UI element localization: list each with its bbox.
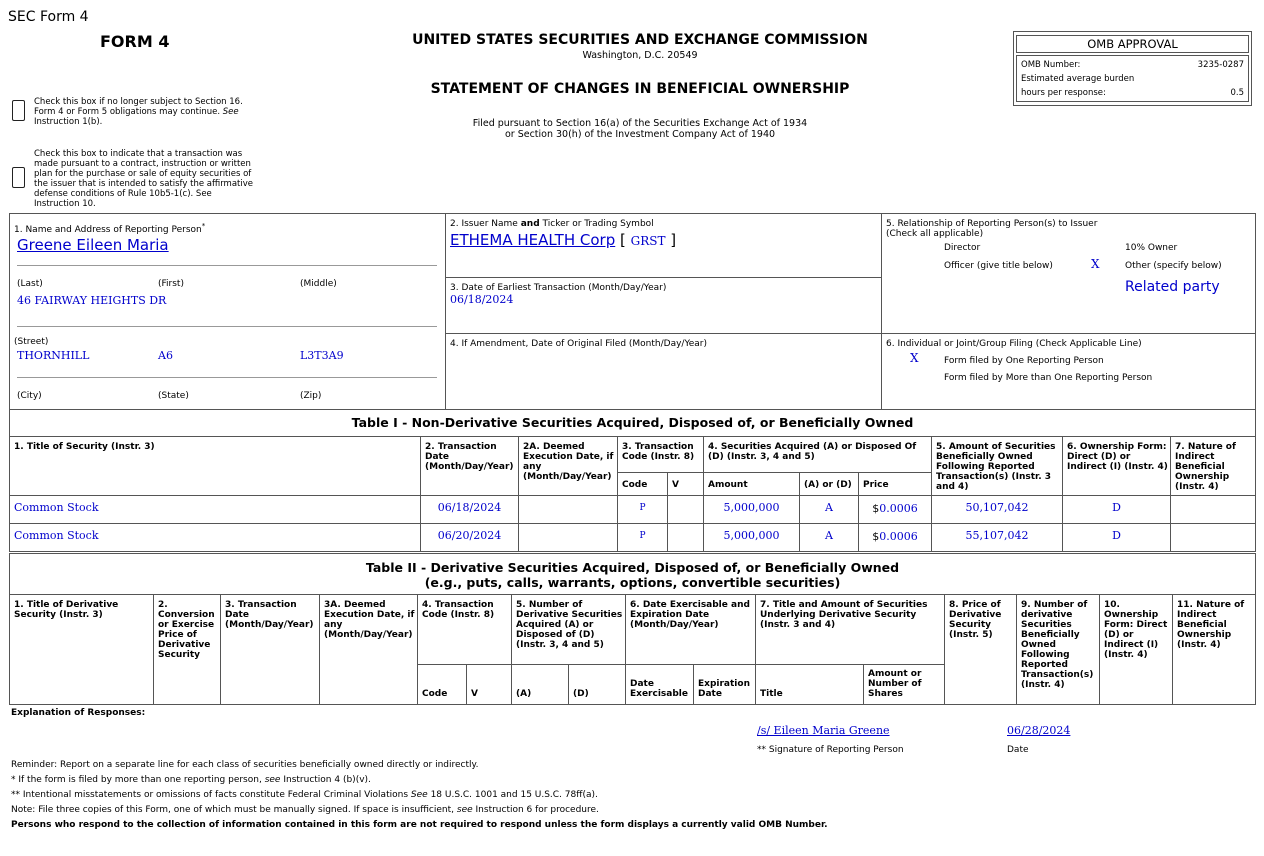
commission-city: Washington, D.C. 20549 <box>582 50 698 61</box>
section16-line1: Check this box if no longer subject to Section 16. <box>34 97 243 107</box>
rule10b5-checkbox[interactable] <box>12 167 25 188</box>
t2-h5: 5. Number of Derivative Securities Acquired (A) or Disposed of (D) (Instr. 3, 4 and 5) <box>516 600 623 650</box>
omb-approval-box <box>1013 31 1252 106</box>
filed-pursuant-line2: or Section 30(h) of the Investment Company Act of 1940 <box>504 129 776 140</box>
relationship-sublabel: (Check all applicable) <box>886 229 984 239</box>
t2-header-price <box>944 594 1017 705</box>
rule10b5-line1: Check this box to indicate that a transaction was <box>34 149 243 159</box>
t2-sub-amount-label: Amount or Number of Shares <box>868 669 922 699</box>
filing-label: 6. Individual or Joint/Group Filing (Check Applicable Line) <box>886 339 1142 349</box>
t1-header-deemed <box>518 436 618 496</box>
section16-line3: Instruction 1(b). <box>34 117 103 127</box>
t1-sub-amount <box>703 472 800 496</box>
issuer-line <box>450 231 676 249</box>
t1-row-code-cell <box>617 523 668 552</box>
t1-h1: 1. Title of Security (Instr. 3) <box>14 442 155 452</box>
t1-h4: 4. Securities Acquired (A) or Disposed Of (D) (Instr. 3, 4 and 5) <box>708 442 917 462</box>
t2-h11: 11. Nature of Indirect Beneficial Ownership (Instr. 4) <box>1177 600 1245 650</box>
t2-header-exercisable <box>625 594 756 665</box>
filing-one-person: Form filed by One Reporting Person <box>944 356 1104 366</box>
ticker-symbol: GRST <box>630 234 666 248</box>
rule10b5-line2: made pursuant to a contract, instruction or written <box>34 159 251 169</box>
earliest-date-box <box>445 277 882 334</box>
reporting-person-name[interactable]: Greene Eileen Maria <box>17 236 169 254</box>
t2-sub-code <box>417 664 467 705</box>
commission-name: UNITED STATES SECURITIES AND EXCHANGE COMMISSION <box>412 32 868 48</box>
note2-pre: ** Intentional misstatements or omissions of facts constitute Federal Criminal Violations <box>11 790 409 800</box>
t2-sub-exercisable-label: Date Exercisable <box>630 679 688 699</box>
t2-sub-title-label: Title <box>760 689 783 699</box>
t1-sub-v-label: V <box>672 480 679 490</box>
ten-percent-owner-label: 10% Owner <box>1125 243 1178 253</box>
earliest-date-value: 06/18/2024 <box>450 293 514 306</box>
t1-sub-code <box>617 472 668 496</box>
t1-row-date: 06/20/2024 <box>437 529 502 542</box>
t1-h6: 6. Ownership Form: Direct (D) or Indirect (I) (Instr. 4) <box>1067 442 1168 472</box>
t2-sub-amount <box>863 664 945 705</box>
zip-label: (Zip) <box>300 391 322 401</box>
t1-row-amount-cell <box>703 523 800 552</box>
reporting-person-star: * <box>201 222 206 230</box>
t2-header-owned <box>1016 594 1100 705</box>
t1-row-aord-cell <box>799 523 859 552</box>
table2-title <box>9 553 1256 595</box>
section16-see: See <box>222 107 239 117</box>
t2-header-nature <box>1172 594 1256 705</box>
statement-title: STATEMENT OF CHANGES IN BENEFICIAL OWNERSHIP <box>430 81 850 97</box>
t2-sub-expiration-label: Expiration Date <box>698 679 750 699</box>
t1-row-owned: 55,107,042 <box>965 529 1029 542</box>
t1-row-price: 0.0006 <box>879 502 918 515</box>
t2-sub-v <box>466 664 512 705</box>
note-copies <box>11 805 599 815</box>
t1-row-owned: 50,107,042 <box>965 501 1029 514</box>
t2-h3a: 3A. Deemed Execution Date, if any (Month/Day/Year) <box>324 600 415 640</box>
t1-row-form: D <box>1112 501 1121 514</box>
t1-row-nature-cell <box>1170 495 1256 524</box>
section16-checkbox[interactable] <box>12 100 25 121</box>
omb-approval-title: OMB APPROVAL <box>1016 35 1249 53</box>
last-label: (Last) <box>17 279 43 289</box>
t1-row-price-line <box>859 502 931 515</box>
relationship-label: 5. Relationship of Reporting Person(s) to Issuer <box>886 219 1098 229</box>
rule10b5-line6: Instruction 10. <box>34 199 96 209</box>
t2-h4: 4. Transaction Code (Instr. 8) <box>422 600 495 620</box>
ticker-bracket-open: [ <box>620 231 626 249</box>
t1-row-date-cell <box>420 495 519 524</box>
note-violations <box>11 790 598 800</box>
t2-header-number <box>511 594 626 665</box>
filing-box <box>881 333 1256 410</box>
other-label: Other (specify below) <box>1125 261 1222 271</box>
issuer-label-and: and <box>520 219 540 229</box>
t1-row-amount: 5,000,000 <box>723 529 780 542</box>
t1-h7: 7. Nature of Indirect Beneficial Ownership (Instr. 4) <box>1175 442 1236 492</box>
t1-row-aord: A <box>825 501 833 514</box>
zip-value: L3T3A9 <box>300 349 344 362</box>
t2-h10: 10. Ownership Form: Direct (D) or Indirect (I) (Instr. 4) <box>1104 600 1168 660</box>
note2-post: 18 U.S.C. 1001 and 15 U.S.C. 78ff(a). <box>430 790 598 800</box>
t1-row-code: P <box>639 503 646 513</box>
issuer-name[interactable]: ETHEMA HEALTH Corp <box>450 231 616 249</box>
note2-see: See <box>410 790 428 800</box>
other-check-mark: X <box>1091 257 1100 271</box>
t1-row-amount: 5,000,000 <box>723 501 780 514</box>
t2-header-form <box>1099 594 1173 705</box>
t1-row-title: Common Stock <box>14 529 99 542</box>
first-label: (First) <box>158 279 184 289</box>
other-title: Related party <box>1125 279 1220 295</box>
note3-post: Instruction 6 for procedure. <box>475 805 599 815</box>
section16-line2-text: Form 4 or Form 5 obligations may continue. <box>34 107 221 117</box>
t2-h9: 9. Number of derivative Securities Beneficially Owned Following Reported Transaction(s) (Instr. 4) <box>1021 600 1094 690</box>
rule10b5-line4: the issuer that is intended to satisfy the affirmative <box>34 179 253 189</box>
note1-see: see <box>264 775 281 785</box>
t1-header-acquired <box>703 436 932 473</box>
divider <box>17 326 437 327</box>
street-label: (Street) <box>14 337 49 347</box>
t1-row-date-cell <box>420 523 519 552</box>
t1-sub-code-label: Code <box>622 480 648 490</box>
section16-text <box>34 97 274 127</box>
amendment-label: 4. If Amendment, Date of Original Filed (Month/Day/Year) <box>450 339 708 349</box>
t1-row-amount-cell <box>703 495 800 524</box>
t1-h3: 3. Transaction Code (Instr. 8) <box>622 442 695 462</box>
t1-row-owned-cell <box>931 495 1063 524</box>
t1-header-owned <box>931 436 1063 496</box>
filing-more-persons: Form filed by More than One Reporting Person <box>944 373 1153 383</box>
t1-row-deemed-cell <box>518 495 618 524</box>
t2-header-conversion <box>153 594 221 705</box>
t1-row-price-cell <box>858 495 932 524</box>
amendment-box <box>445 333 882 410</box>
reminder-note: Reminder: Report on a separate line for each class of securities beneficially owned directly or indirectly. <box>11 760 479 770</box>
issuer-label <box>450 219 654 229</box>
t1-row-price: 0.0006 <box>879 530 918 543</box>
t1-row-dollar: $ <box>872 530 880 543</box>
ticker-bracket-close: ] <box>670 231 677 249</box>
state-value: A6 <box>158 349 173 362</box>
sec-form-label: SEC Form 4 <box>8 9 89 25</box>
table-row <box>9 523 421 552</box>
t1-row-form-cell <box>1062 495 1171 524</box>
t1-sub-aord-label: (A) or (D) <box>804 480 852 490</box>
table1-title: Table I - Non-Derivative Securities Acquired, Disposed of, or Beneficially Owned <box>9 409 1256 437</box>
note3-see: see <box>456 805 473 815</box>
signature-label: ** Signature of Reporting Person <box>757 745 904 755</box>
t1-row-v-cell <box>667 495 704 524</box>
note-multiple-persons <box>11 775 371 785</box>
date-label: Date <box>1007 745 1029 755</box>
t1-sub-price <box>858 472 932 496</box>
t2-header-title <box>9 594 154 705</box>
t1-row-code: P <box>639 531 646 541</box>
omb-details <box>1016 55 1249 102</box>
t1-header-date <box>420 436 519 496</box>
t1-row-date: 06/18/2024 <box>437 501 502 514</box>
t1-row-aord: A <box>825 529 833 542</box>
t2-sub-a <box>511 664 569 705</box>
rule10b5-text <box>34 149 284 209</box>
t1-header-nature <box>1170 436 1256 496</box>
t1-header-code <box>617 436 704 473</box>
table2-title-line1: Table II - Derivative Securities Acquired, Disposed of, or Beneficially Owned <box>365 560 900 575</box>
reporting-person-box <box>9 213 446 410</box>
t2-sub-exercisable <box>625 664 694 705</box>
t2-h8: 8. Price of Derivative Security (Instr. 5) <box>949 600 1002 640</box>
t1-row-nature-cell <box>1170 523 1256 552</box>
t1-sub-aord <box>799 472 859 496</box>
t2-h1: 1. Title of Derivative Security (Instr. 3) <box>14 600 119 620</box>
divider <box>17 265 437 266</box>
t1-row-owned-cell <box>931 523 1063 552</box>
issuer-label-post: Ticker or Trading Symbol <box>542 219 654 229</box>
filing-check-mark: X <box>910 351 919 365</box>
city-value: THORNHILL <box>17 349 90 362</box>
rule10b5-line5: defense conditions of Rule 10b5-1(c). See <box>34 189 212 199</box>
t1-h5: 5. Amount of Securities Beneficially Owned Following Reported Transaction(s) (Instr. 3 and 4) <box>936 442 1056 492</box>
city-label: (City) <box>17 391 42 401</box>
t2-header-underlying <box>755 594 945 665</box>
t1-row-price-line <box>859 530 931 543</box>
divider <box>17 377 437 378</box>
t1-sub-amount-label: Amount <box>708 480 748 490</box>
director-label: Director <box>944 243 981 253</box>
t1-h2: 2. Transaction Date (Month/Day/Year) <box>425 442 514 472</box>
t1-sub-v <box>667 472 704 496</box>
t1-row-form: D <box>1112 529 1121 542</box>
t1-row-aord-cell <box>799 495 859 524</box>
t2-h2: 2. Conversion or Exercise Price of Derivative Security <box>158 600 215 660</box>
state-label: (State) <box>158 391 189 401</box>
t1-sub-price-label: Price <box>863 480 889 490</box>
reporting-person-label <box>14 221 205 235</box>
street-value: 46 FAIRWAY HEIGHTS DR <box>17 294 167 307</box>
issuer-label-pre: 2. Issuer Name <box>450 219 518 229</box>
relationship-box <box>881 213 1256 334</box>
note1-pre: * If the form is filed by more than one reporting person, <box>11 775 262 785</box>
t2-h6: 6. Date Exercisable and Expiration Date (Month/Day/Year) <box>630 600 750 630</box>
t2-h3: 3. Transaction Date (Month/Day/Year) <box>225 600 314 630</box>
table-row <box>9 495 421 524</box>
t2-h7: 7. Title and Amount of Securities Underlying Derivative Security (Instr. 3 and 4) <box>760 600 928 630</box>
t2-sub-expiration <box>693 664 756 705</box>
omb-hours: 0.5 <box>1230 88 1244 98</box>
explanation-label: Explanation of Responses: <box>11 708 146 718</box>
t2-header-deemed <box>319 594 418 705</box>
t1-header-title <box>9 436 421 496</box>
t2-sub-v-label: V <box>471 689 478 699</box>
t2-header-code <box>417 594 512 665</box>
t1-row-code-cell <box>617 495 668 524</box>
t1-row-v-cell <box>667 523 704 552</box>
note3-pre: Note: File three copies of this Form, one of which must be manually signed. If space is insufficient, <box>11 805 454 815</box>
earliest-date-label: 3. Date of Earliest Transaction (Month/Day/Year) <box>450 283 667 293</box>
t1-row-title: Common Stock <box>14 501 99 514</box>
form-title: FORM 4 <box>100 32 170 51</box>
note1-post: Instruction 4 (b)(v). <box>283 775 371 785</box>
omb-notice: Persons who respond to the collection of information contained in this form are not required to respond unless the form displays a currently valid OMB Number. <box>11 820 828 830</box>
t2-sub-code-label: Code <box>422 689 448 699</box>
t2-sub-d <box>568 664 626 705</box>
t1-row-dollar: $ <box>872 502 880 515</box>
officer-label: Officer (give title below) <box>944 261 1053 271</box>
omb-number-label: OMB Number: <box>1021 60 1081 70</box>
reporting-person-label-text: 1. Name and Address of Reporting Person <box>14 225 202 235</box>
rule10b5-line3: plan for the purchase or sale of equity securities of <box>34 169 252 179</box>
t2-sub-a-label: (A) <box>516 689 532 699</box>
issuer-box <box>445 213 882 278</box>
t2-header-date <box>220 594 320 705</box>
omb-burden-label: Estimated average burden <box>1021 74 1135 84</box>
omb-number: 3235-0287 <box>1197 60 1244 70</box>
signature-date: 06/28/2024 <box>1007 724 1071 737</box>
t1-row-form-cell <box>1062 523 1171 552</box>
signature: /s/ Eileen Maria Greene <box>757 724 890 737</box>
t1-row-price-cell <box>858 523 932 552</box>
t2-sub-d-label: (D) <box>573 689 589 699</box>
t1-h2a: 2A. Deemed Execution Date, if any (Month/Day/Year) <box>523 442 614 482</box>
middle-label: (Middle) <box>300 279 337 289</box>
section16-line2 <box>34 107 274 117</box>
omb-hours-label: hours per response: <box>1021 88 1106 98</box>
t1-row-deemed-cell <box>518 523 618 552</box>
filed-pursuant-line1: Filed pursuant to Section 16(a) of the Securities Exchange Act of 1934 <box>472 118 808 129</box>
table2-title-line2: (e.g., puts, calls, warrants, options, convertible securities) <box>424 575 841 590</box>
t1-header-form <box>1062 436 1171 496</box>
t2-sub-title <box>755 664 864 705</box>
